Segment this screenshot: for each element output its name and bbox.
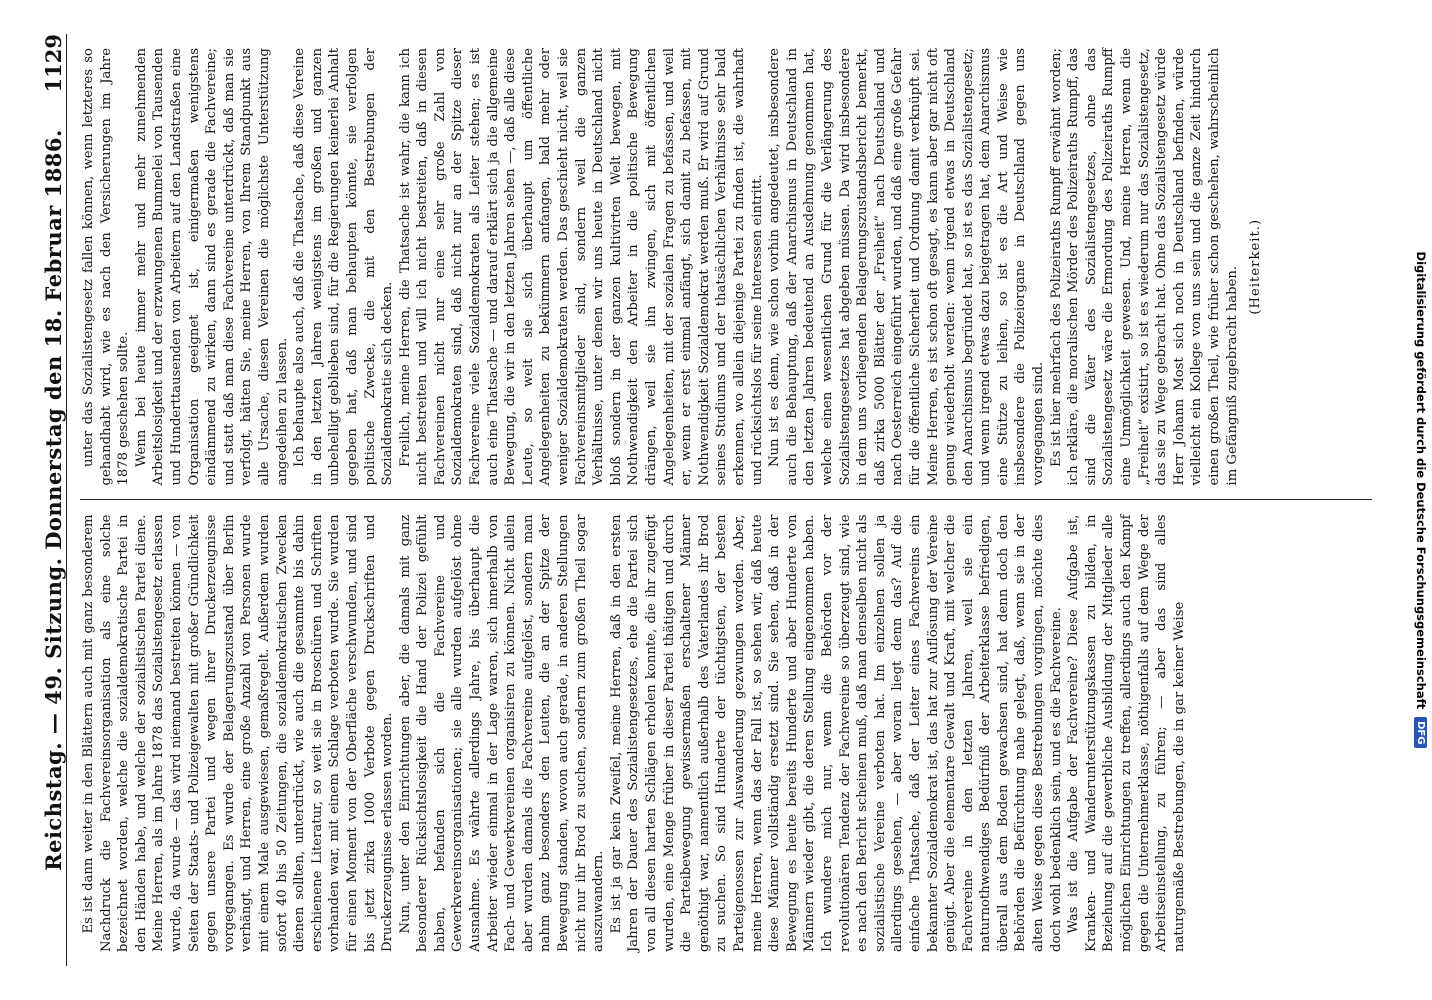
column-left (80, 501, 1372, 967)
column-right (80, 34, 1372, 500)
column-divider (80, 500, 1372, 501)
paragraph: Nun, unter den Einrichtungen aber, die damals mit ganz besonderer Rücksichtslosigkeit die Hand der Polizei gefühlt haben, befanden sich die Fachvereine und Gewerkvereinsorganisationen; sie alle wurden aufgelöst ohne Ausnahme. Es währte allerdings Jahre, bis überhaupt die Arbeiter wieder einmal in der Lage waren, sich innerhalb von Fach- und Gewerkvereinen organisiren zu können. Nicht allein aber wurden damals die Fachvereine aufgelöst, sondern man nahm ganz besonders den Leuten, die an der Spitze der Bewegung standen, wovon auch gerade, in anderen Stellungen nicht nur ihr Brod zu suchen, sondern zum großen Theil sogar auszuwandern. (397, 514, 607, 952)
paragraph: Es ist hier mehrfach des Polizeiraths Rumpff erwähnt worden; ich erkläre, die moralischen Mörder des Polizeiraths Rumpff, das sind die Väter des Sozialistengesetzes, ohne das Sozialistengesetz wäre die Ermordung des Polizeiraths Rumpff eine Unmöglichkeit gewesen. Und, meine Herren, wenn die „Freiheit“ existirt, so ist es wiederum nur das Sozialistengesetz, das sie zu Wege gebracht hat. Ohne das Sozialistengesetz würde Herr Johann Most sich noch in Deutschland befinden, würde vielleicht ein Kollege von uns sein und die ganze Zeit hindurch einen großen Theil, wie früher schon geschehen, wahrscheinlich im Gefängniß zugebracht haben. (1048, 48, 1240, 486)
paragraph: Es ist ja gar kein Zweifel, meine Herren, daß in den ersten Jahren der Dauer des Sozialistengesetzes, ehe die Partei sich von all diesen harten Schlägen erholen konnte, die ihr zugefügt wurden, eine Menge früher in dieser Partei thätigen und durch die Parteibewegung gewissermaßen erschaltener Männer genöthigt war, namentlich außerhalb des Vaterlandes ihr Brod zu suchen. So sind Hunderte der tüchtigsten, der besten Parteigenossen zur Auswanderung gezwungen worden. Aber, meine Herren, wenn das der Fall ist, so sehen wir, daß heute diese Männer vollständig ersetzt sind. Sie sehen, daß in der Bewegung es heute bereits Hunderte und aber Hunderte von Männern wieder gibt, die deren Stellung eingenommen haben. Ich wundere mich nur, wenn die Behörden vor der revolutionären Tendenz der Fachvereine so überzeugt sind, wie es nach den Bericht scheinen muß, daß man denselben nicht als sozialistische Vereine verboten hat. Im einzelnen sollen ja allerdings gesehen, — aber woran liegt denn das? Auf die einfache Thatsache, daß der Leiter eines Fachvereins ein bekannter Sozialdemokrat ist, das hat zur Auflösung der Vereine genügt. Aber die elementare Gewalt und Kraft, mit welcher die Fachvereine in den letzten Jahren, weil sie ein naturnothwendiges Bedürfniß der Arbeiterklasse befriedigen, überall aus dem Boden gewachsen sind, hat denn doch den Behörden die Befürchtung nahe gelegt, daß, wenn sie in der alten Weise gegen diese Bestrebungen vorgingen, möchte dies doch wohl bedenklich sein, und es die Fachvereine. (608, 514, 1064, 952)
paragraph: Nun ist es denn, wie schon vorhin angedeutet, insbesondere auch die Behauptung, daß der Anarchismus in Deutschland in den letzten Jahren bedeutend an Ausdehnung genommen hat, welche einen wesentlichen Grund für die Verlängerung des Sozialistengesetzes hat abgeben müssen. Da wird insbesondere in dem uns vorliegenden Belagerungszustandsbericht bemerkt, daß zirka 5000 Blätter der „Freiheit“ nach Deutschland und nach Oesterreich eingeführt wurden, und daß eine große Gefahr für die öffentliche Sicherheit und Ordnung damit verknüpft sei. Meine Herren, es ist schon oft gesagt, es kann aber gar nicht oft genug wiederholt werden: wenn irgend etwas in Deutschland den Anarchismus begründet hat, so ist es das Sozialistengesetz; und wenn irgend etwas dazu beigetragen hat, dem Anarchismus eine Stütze zu leihen, so ist es die Art und Weise wie insbesondere die Polizeiorgane in Deutschland gegen uns vorgegangen sind. (767, 48, 1047, 486)
page-header (32, 34, 67, 966)
dfg-logo: DFG (1414, 717, 1427, 748)
paragraph: Es ist dann weiter in den Blättern auch mit ganz besonderem Nachdruck die Fachvereinsorganisation als eine solche bezeichnet worden, welche die sozialdemokratische Partei in den Händen habe, und welche der sozialistischen Partei diene. Meine Herren, als im Jahre 1878 das Sozialistengesetz erlassen wurde, da wurde — das wird niemand bestreiten können — von Seiten der Staats- und Polizeigewalten mit großer Gründlichkeit gegen unsere Partei und wegen ihrer Druckerzeugnisse vorgegangen. Es wurde der Belagerungszustand über Berlin verhängt, und Herren, eine große Anzahl von Personen wurde mit einem Male ausgewiesen, gemaßregelt. Außerdem wurden sofort 40 bis 50 Zeitungen, die sozialdemokratischen Zwecken dienen sollten, unterdrückt, wie auch die gesammte bis dahin erschienene Literatur, so weit sie in Broschüren und Schriften vorhanden war, mit einem Schlage verboten wurde. Sie wurden für einen Moment von der Oberfläche verschwunden, und sind bis jetzt zirka 1000 Verbote gegen Druckschriften und Druckerzeugnisse erlassen worden. (81, 514, 396, 952)
paragraph: Ich behaupte also auch, daß die Thatsache, daß diese Vereine in den letzten Jahren wenigstens im großen und ganzen unbehelligt geblieben sind, für die Regierungen keinerlei Anhalt gegeben hat, daß man behaupten könnte, sie verfolgen politische Zwecke, die mit den Bestrebungen der Sozialdemokratie sich decken. (292, 48, 396, 486)
digitization-credit (1410, 6, 1432, 994)
paragraph: Was ist die Aufgabe der Fachvereine? Diese Aufgabe ist, Kranken- und Wanderunterstützungskassen zu bilden, in Beziehung auf die gewerbliche Ausbildung der Mitglieder alle möglichen Einrichtungen zu treffen, allerdings auch den Kampf gegen die Unternehmerklasse, nöthigenfalls auf dem Wege der Arbeitseinstellung, zu führen; — aber das sind alles naturgemäße Bestrebungen, die in gar keiner Weise (1066, 514, 1187, 952)
paragraph: Wenn bei heute immer mehr und mehr zunehmenden Arbeitslosigkeit und der erzwungenen Bummelei von Tausenden und Hunderttausenden von Arbeitern auf den Landstraßen eine Organisation geeignet ist, einigermaßen wenigstens eindämmend zu wirken, dann sind es gerade die Fachvereine; und statt daß man diese Fachvereine unterdrückt, daß man sie verfolgt, hätten Sie, meine Herren, von Ihrem Standpunkt aus alle Ursache, diesen Vereinen die möglichste Unterstützung angedeihen zu lassen. (133, 48, 290, 486)
applause-note: (Heiterkeit.) (1248, 218, 1264, 315)
page-number: 1129 (41, 34, 66, 93)
paragraph: Freilich, meine Herren, die Thatsache ist wahr, die kann ich nicht bestreiten und will ich nicht bestreiten, daß in diesen Fachvereinen nicht nur eine sehr große Zahl von Sozialdemokraten sind, daß nicht nur an der Spitze dieser Fachvereine viele Sozialdemokraten als Leiter stehen; es ist auch eine Thatsache — und darauf erklärt sich ja die allgemeine Bewegung, die wir in den letzten Jahren sehen —, daß alle diese Leute, so weit sie sich überhaupt um öffentliche Angelegenheiten zu bekümmern anfangen, bald mehr oder weniger Sozialdemokraten werden. Das geschieht nicht, weil sie Fachvereinsmitglieder sind, sondern weil die ganzen Verhältnisse, unter denen wir uns heute in Deutschland nicht bloß sondern in der ganzen kultivirten Welt bewegen, mit Nothwendigkeit den Arbeiter in die politische Bewegung drängen, weil sie ihn zwingen, sich mit öffentlichen Angelegenheiten, mit der sozialen Fragen zu befassen, und weil er, wenn er erst einmal anfängt, sich damit zu befassen, mit Nothwendigkeit Sozialdemokrat werden muß. Er wird auf Grund seines Studiums und der thatsächlichen Verhältnisse sehr bald erkennen, wo allein diejenige Partei zu finden ist, die wahrhaft und rücksichtslos für seine Interessen eintritt. (397, 48, 765, 486)
text-columns (80, 34, 1372, 966)
credit-line (1414, 10, 1428, 990)
paragraph: unter das Sozialistengesetz fallen können, wenn letzteres so gehandhabt wird, wie es nach den Versicherungen im Jahre 1878 geschehen sollte. (81, 48, 132, 486)
credit-text: Digitalisierung gefördert durch die Deutsche Forschungsgemeinschaft (1414, 251, 1428, 710)
header-title: Reichstag. — 49. Sitzung. Donnerstag den 18. Februar 1886. (41, 129, 66, 871)
